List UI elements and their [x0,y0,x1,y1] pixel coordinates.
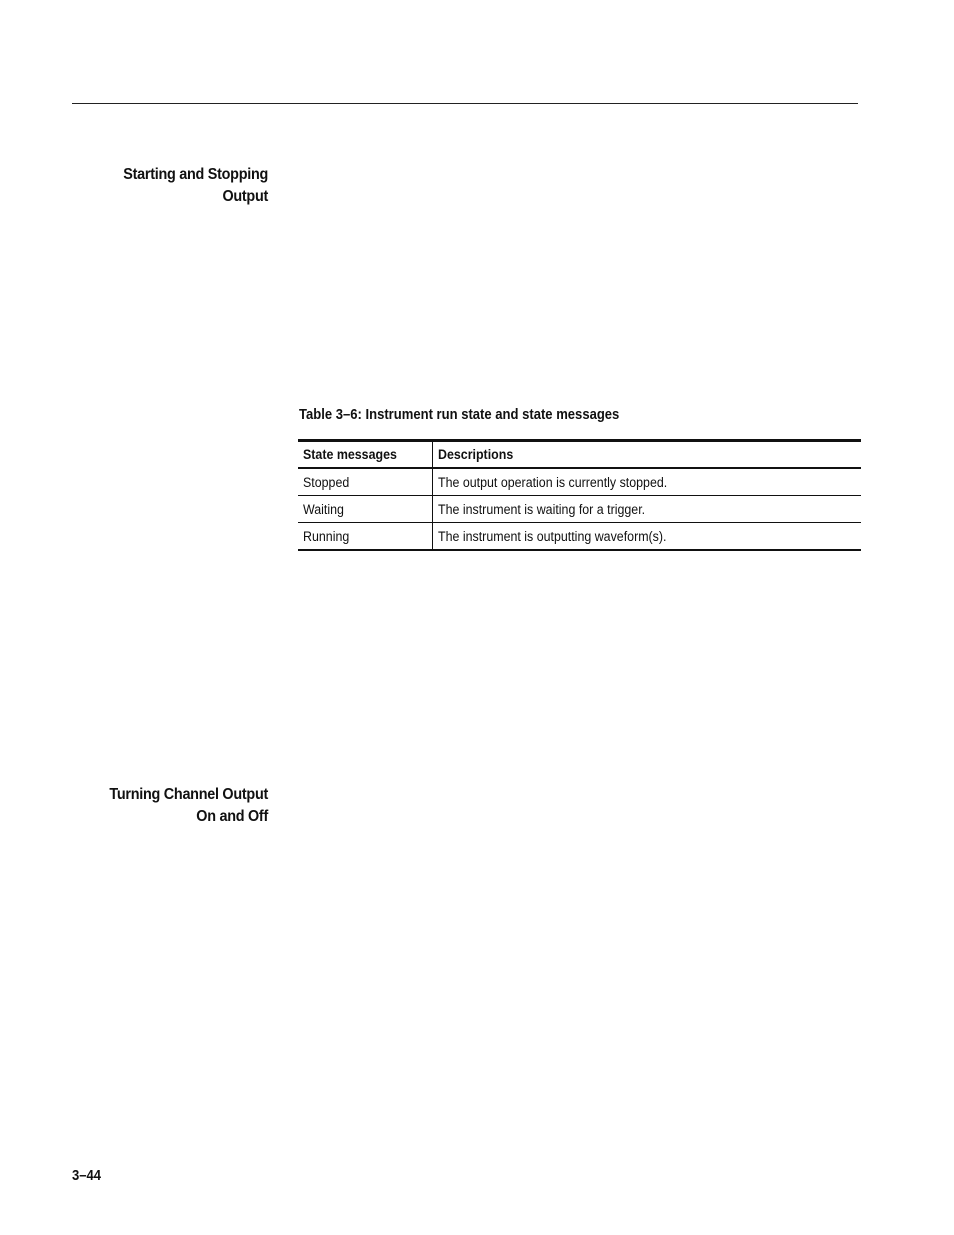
table-header-descriptions: Descriptions [438,447,514,462]
table-caption: Table 3–6: Instrument run state and state messages [299,407,620,423]
section-heading-turning-channel-output [81,784,268,828]
table-cell-description: The instrument is outputting waveform(s). [438,528,667,544]
table-cell-description: The instrument is waiting for a trigger. [438,501,646,517]
table-header-state-messages: State messages [298,441,433,469]
table-row [298,523,861,551]
section-heading-line: Turning Channel Output [109,786,269,803]
header-rule [72,103,858,104]
table-cell-state: Waiting [298,496,433,523]
table-cell-state: Running [298,523,433,551]
section-heading-starting-stopping-output [81,164,268,208]
table-cell-description: The output operation is currently stopped. [438,474,668,490]
section-heading-line: Starting and Stopping [123,166,269,183]
run-state-table [298,439,861,551]
page-number: 3–44 [72,1168,102,1184]
table-cell-state: Stopped [298,468,433,496]
section-heading-line: Output [222,188,268,205]
table-row [298,468,861,496]
table-header-row [298,441,861,469]
section-heading-line: On and Off [196,808,268,825]
table-row [298,496,861,523]
